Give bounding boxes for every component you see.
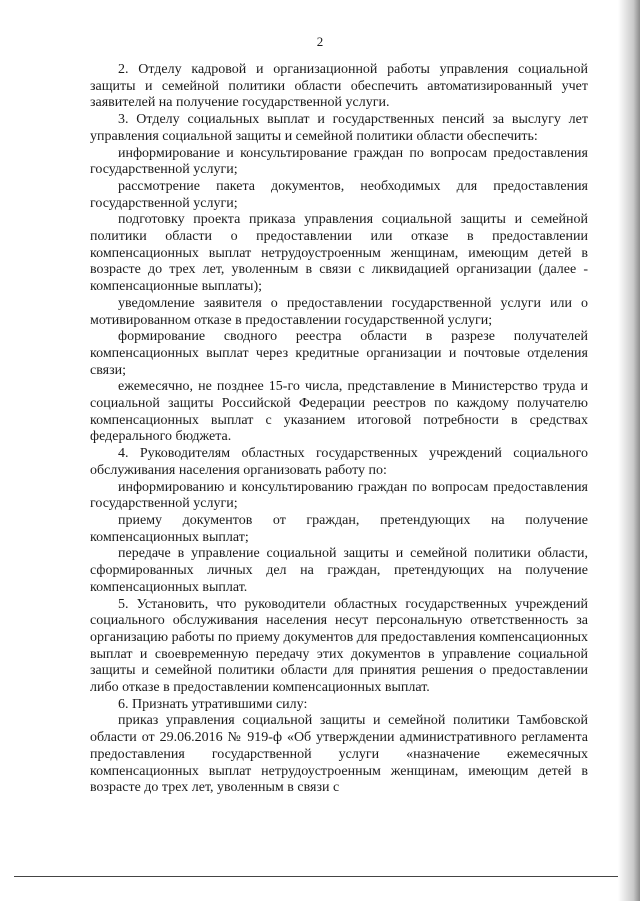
paragraph-subitem: ежемесячно, не позднее 15-го числа, представление в Министерство труда и социальной защиты Российской Федерации реестров по каждому получателю компенсационных выплат с указанием итоговой потребности в средствах федерального бюджета.: [90, 379, 588, 445]
paragraph-item-4: 4. Руководителям областных государственных учреждений социального обслуживания населения организовать работу по:: [90, 446, 588, 478]
paragraph-subitem: информированию и консультированию граждан по вопросам предоставления государственной услуги;: [90, 479, 588, 512]
document-body: [90, 62, 588, 797]
paragraph-subitem: информирование и консультирование граждан по вопросам предоставления государственной услуги;: [90, 145, 588, 178]
paragraph-subitem: подготовку проекта приказа управления социальной защиты и семейной политики области о предоставлении или отказе в предоставлении компенсационных выплат нетрудоустроенным женщинам, имеющим детей в возрасте до трех лет, уволенным в связи с ликвидацией организации (далее - компенсационные выплаты);: [90, 212, 588, 295]
paragraph-subitem: формирование сводного реестра области в разрезе получателей компенсационных выплат через кредитные организации и почтовые отделения связи;: [90, 329, 588, 378]
scan-right-edge: [618, 0, 640, 901]
paragraph-item-3: 3. Отделу социальных выплат и государственных пенсий за выслугу лет управления социальной защиты и семейной политики области обеспечить:: [90, 112, 588, 144]
paragraph-subitem: приказ управления социальной защиты и семейной политики Тамбовской области от 29.06.2016 № 919-ф «Об утверждении административного регламента предоставления государственной услуги «назначение ежемесячных компенсационных выплат нетрудоустроенным женщинам, имеющим детей в возрасте до трех лет, уволенным в связи с: [90, 713, 588, 796]
paragraph-item-5: 5. Установить, что руководители областных государственных учреждений социального обслуживания населения несут персональную ответственность за организацию работы по приему документов для предоставления компенсационных выплат и своевременную передачу этих документов в управление социальной защиты и семейной политики области для принятия решения о предоставлении либо отказе в предоставлении компенсационных выплат.: [90, 596, 588, 696]
paragraph-subitem: передаче в управление социальной защиты и семейной политики области, сформированных личных дел на граждан, претендующих на получение компенсационных выплат.: [90, 546, 588, 595]
paragraph-subitem: приему документов от граждан, претендующих на получение компенсационных выплат;: [90, 512, 588, 545]
page-number: 2: [316, 34, 324, 49]
paragraph-item-2: 2. Отделу кадровой и организационной работы управления социальной защиты и семейной политики области обеспечить автоматизированный учет заявителей на получение государственной услуги.: [90, 62, 588, 111]
paragraph-subitem: рассмотрение пакета документов, необходимых для предоставления государственной услуги;: [90, 178, 588, 211]
scan-bottom-line: [14, 876, 618, 877]
paragraph-subitem: уведомление заявителя о предоставлении государственной услуги или о мотивированном отказе в предоставлении государственной услуги;: [90, 295, 588, 328]
paragraph-item-6: 6. Признать утратившими силу:: [118, 696, 308, 712]
